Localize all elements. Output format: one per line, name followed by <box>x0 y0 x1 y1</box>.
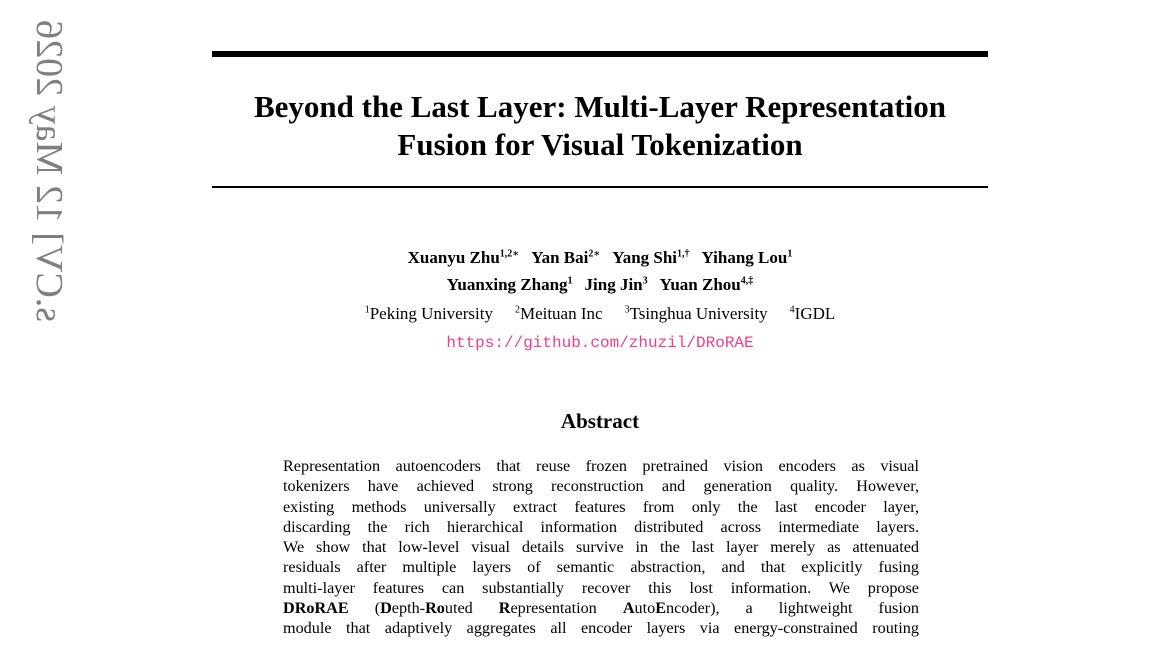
author-affil-mark: 2∗ <box>588 248 601 259</box>
affiliation-mark: 3 <box>624 304 630 315</box>
affiliation <box>790 304 836 323</box>
author-affil-mark: 1,2∗ <box>499 248 520 259</box>
author-name-text: Yuanxing Zhang <box>446 275 568 295</box>
author-name <box>447 275 573 294</box>
affiliation <box>365 304 493 323</box>
abstract-line: existing methods universally extract features from only the last encoder layer, <box>283 497 919 516</box>
title-top-rule <box>212 51 988 57</box>
title-bottom-rule <box>212 186 988 188</box>
abstract-line: module that adaptively aggregates all encoder layers via energy-constrained routing <box>283 619 919 638</box>
acronym-rest: uted <box>444 599 499 618</box>
author-affil-mark: 1 <box>787 248 793 259</box>
affiliation <box>515 304 603 323</box>
acronym-rest: uto <box>634 599 656 618</box>
paper-title <box>212 88 988 164</box>
author-name <box>660 275 754 294</box>
model-name: DRoRAE <box>283 599 349 618</box>
abstract-line: residuals after multiple layers of semantic abstraction, and that explicitly fusing <box>283 558 919 577</box>
abstract-line-tail: ), a lightweight fusion <box>710 599 920 618</box>
affiliations <box>212 299 988 325</box>
author-name <box>585 275 648 294</box>
author-name-text: Xuanyu Zhu <box>407 247 500 267</box>
author-name <box>612 248 689 267</box>
acronym-letter: E <box>655 599 667 618</box>
acronym-letter: R <box>498 599 511 618</box>
affiliation-mark: 2 <box>514 304 520 315</box>
abstract-line: multi-layer features can substantially recover this lost information. We propose <box>283 578 919 597</box>
title-line-1: Beyond the Last Layer: Multi-Layer Representation <box>254 89 946 124</box>
arxiv-stamp-text: s.CV] 12 May 2026 <box>28 20 70 322</box>
acronym-letter: Ro <box>425 599 445 618</box>
acronym-letter: A <box>622 599 635 618</box>
author-affil-mark: 1 <box>567 275 573 287</box>
author-row-2 <box>212 270 988 298</box>
author-affil-mark: 3 <box>642 275 648 287</box>
affiliation-name: Tsinghua University <box>629 303 768 323</box>
abstract-line: We show that low-level visual details survive in the last layer merely as attenuated <box>283 538 919 557</box>
author-name-text: Yuan Zhou <box>659 275 741 295</box>
author-name <box>531 248 600 267</box>
affiliation-name: IGDL <box>794 303 836 323</box>
author-name-text: Jing Jin <box>584 275 643 295</box>
title-line-2: Fusion for Visual Tokenization <box>397 127 803 162</box>
affiliation-name: Peking University <box>369 303 493 323</box>
author-name-text: Yihang Lou <box>701 247 788 267</box>
acronym-letter: D <box>380 599 392 618</box>
affiliation <box>625 304 768 323</box>
arxiv-stamp <box>26 20 72 648</box>
author-affil-mark: 4,‡ <box>740 275 754 287</box>
abstract-body <box>283 456 919 639</box>
author-affil-mark: 1,† <box>677 248 690 259</box>
affiliation-mark: 1 <box>364 304 370 315</box>
acronym-rest: ncoder <box>666 599 711 618</box>
acronym-rest: epth- <box>391 599 426 618</box>
abstract-line: tokenizers have achieved strong reconstruction and generation quality. However, <box>283 477 919 496</box>
author-name-text: Yang Shi <box>612 247 678 267</box>
affiliation-mark: 4 <box>789 304 795 315</box>
abstract-heading: Abstract <box>560 409 640 433</box>
abstract-line: discarding the rich hierarchical information distributed across intermediate layers. <box>283 517 919 536</box>
author-list <box>212 242 988 297</box>
author-row-1 <box>212 242 988 270</box>
author-name-text: Yan Bai <box>531 247 589 267</box>
acronym-rest: epresentation <box>510 599 623 618</box>
abstract-line: DRoRAE (Depth-Routed Representation AutoEncoder), a lightweight fusion <box>283 599 920 618</box>
author-name <box>702 248 793 267</box>
author-name <box>408 248 520 267</box>
abstract-line: Representation autoencoders that reuse frozen pretrained vision encoders as visual <box>283 457 919 475</box>
repo-link[interactable]: https://github.com/zhuzil/DRoRAE <box>446 334 754 352</box>
affiliation-name: Meituan Inc <box>519 303 603 323</box>
